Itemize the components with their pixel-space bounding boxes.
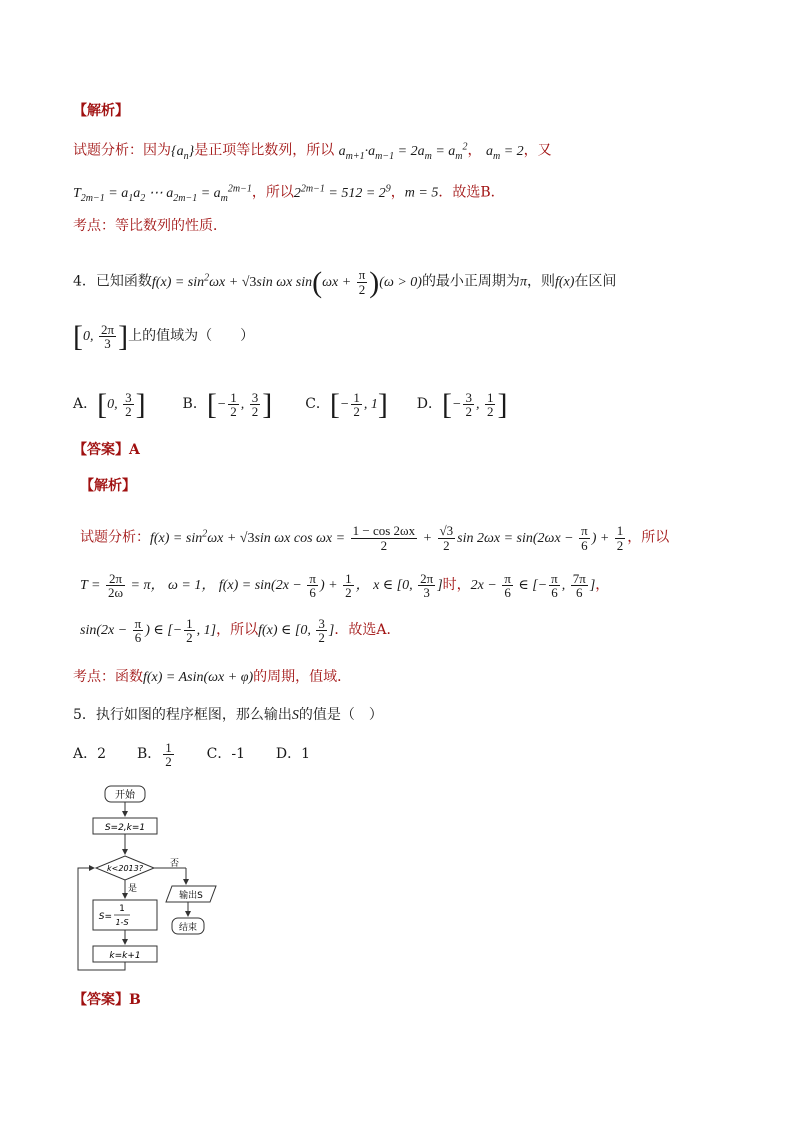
q3-analysis-line2: $T_{2m-1} = a_1a_2$ ⋯ $a_{2m-1} = a_m^{2m-1}$，所以$2^{2m-1} = 512 = 2^9$，m = 5．故选B． (73, 183, 505, 204)
q3-line1-am: $a_m = 2$ (485, 143, 524, 162)
q4-stem-line1: 4．已知函数$f(x) = \sin^2\omega x + √3\sin$ ωx sin(ωx + $\frac{\pi}{2}$ )(ω > 0)的最小正周期为π，则f(x)在区间 (73, 265, 617, 299)
q4-point-formula: f(x) = Asin(ωx + φ) (143, 670, 254, 685)
q5-option-d[interactable]: D．1 (275, 746, 311, 762)
q4-ana3-formula: sin(2x − $\frac{\pi}{6}$ ) ∈ [− $\frac{1}{2}$ , 1] (80, 615, 217, 646)
q4-ana2-range: 2x − $\frac{\pi}{6}$ ∈ [− $\frac{\pi}{6}$ , $\frac{7\pi}{6}$ ] (470, 570, 596, 601)
q4-options (73, 384, 507, 424)
q4-function-def: $f(x) = \sin^2\omega x + √3\sin$ ωx sin(ωx + $\frac{\pi}{2}$ )(ω > 0) (151, 265, 422, 299)
q5-options (73, 734, 310, 774)
flow-assign-num: 1 (119, 904, 125, 914)
q5-option-a[interactable]: A．2 (73, 746, 107, 762)
flow-no-label: 否 (170, 859, 180, 869)
q4-stem-line2: [0, $\frac{2\pi}{3}$ ]上的值域为（ ） (73, 319, 255, 353)
q3-analysis-tag: 【解析】 (73, 103, 129, 119)
q4-analysis-line1: 试题分析：$f(x) = \sin^2\omega x + √3\sin$ ωx cos ωx = $\frac{1 - \cos 2\omega x}{2}$ + $\frac{√3}{2}$ sin 2ωx = sin(2ωx − $\frac{\pi}{6}$ ) + $\frac{1}{2}$ ，所以 (80, 523, 670, 553)
q3-seq: $\{a_n\}$ (171, 143, 195, 162)
q4-analysis-line2: T = $\frac{2\pi}{2\omega}$ = π， ω = 1， f(x) = sin(2x − $\frac{\pi}{6}$ ) + $\frac{1}{2}$ ， x ∈ [0, $\frac{2\pi}{3}$ ]时，2x − $\frac{\pi}{6}$ ∈ [− $\frac{\pi}{6}$ , $\frac{7\pi}{6}$ ]， (80, 570, 610, 601)
q5-option-b[interactable]: B． $\frac{1}{2}$ (136, 739, 172, 770)
q4-answer: 【答案】A (73, 442, 140, 458)
flow-init-label: S=2,k=1 (104, 823, 146, 833)
flow-output-label: 输出S (179, 891, 203, 901)
q4-option-a[interactable]: A．[0, $\frac{3}{2}$ ] (73, 387, 146, 421)
q5-answer: 【答案】B (73, 992, 141, 1008)
q4-option-d[interactable]: D．[− $\frac{3}{2}$ , $\frac{1}{2}$ ] (416, 387, 508, 421)
q4-ana1-formula: $f(x) = \sin^2\omega x + √3\sin$ ωx cos ωx = $\frac{1 - \cos 2\omega x}{2}$ + $\frac{√3}{2}$ sin 2ωx = sin(2ωx − $\frac{\pi}{6}$ ) + $\frac{1}{2}$ (150, 523, 624, 553)
flow-incr-label: k=k+1 (109, 951, 141, 961)
q4-option-c[interactable]: C．[− $\frac{1}{2}$ , 1] (305, 387, 388, 421)
q3-line2-pow: $2^{2m-1} = 512 = 2^9$ (293, 183, 391, 201)
q5-option-c[interactable]: C．-1 (206, 746, 245, 762)
q4-ana2-formula: T = $\frac{2\pi}{2\omega}$ = π， ω = 1， f(x) = sin(2x − $\frac{\pi}{6}$ ) + $\frac{1}{2}$ ， x ∈ [0, $\frac{2\pi}{3}$ ] (80, 570, 443, 601)
flow-cond-label: k<2013? (107, 864, 143, 873)
q3-analysis-line1: 试题分析：因为$\{a_n\}$是正项等比数列，所以 $a_{m+1}\cdot a_{m-1} = 2a_m = a_m^2$， $a_m = 2$，又 (73, 141, 552, 162)
flow-assign-den: 1-S (115, 918, 129, 927)
flow-end-label: 结束 (178, 923, 198, 933)
q4-analysis-tag: 【解析】 (80, 478, 136, 494)
q3-line1-eq: $a_{m+1}\cdot a_{m-1} = 2a_m = a_m^2$ (338, 141, 468, 162)
q3-line1-prefix: 试题分析：因为 (73, 142, 171, 159)
q4-option-b[interactable]: B．[− $\frac{1}{2}$ , $\frac{3}{2}$ ] (182, 387, 273, 421)
q4-point: 考点：函数f(x) = Asin(ωx + φ)的周期，值域． (73, 669, 352, 685)
flow-start-label: 开始 (115, 790, 135, 801)
q4-analysis-line3: sin(2x − $\frac{\pi}{6}$ ) ∈ [− $\frac{1}{2}$ , 1]，所以f(x) ∈ [0, $\frac{3}{2}$ ]．故选A． (80, 615, 401, 646)
q3-line1-mid: 是正项等比数列，所以 (194, 142, 335, 159)
flow-yes-label: 是 (128, 884, 138, 894)
q5-stem: 5．执行如图的程序框图，那么输出S的值是（ ） (73, 707, 383, 723)
q3-point: 考点：等比数列的性质． (73, 218, 227, 234)
flowchart (60, 778, 240, 978)
q4-ana3-result: f(x) ∈ [0, $\frac{3}{2}$ ] (258, 615, 335, 646)
flow-assign-lhs: S= (98, 912, 112, 922)
q3-line2-formula: $T_{2m-1} = a_1a_2$ ⋯ $a_{2m-1} = a_m^{2m-1}$ (73, 183, 252, 204)
q3-line2-m: m = 5 (404, 185, 439, 201)
q4-interval: [0, $\frac{2\pi}{3}$ ] (73, 319, 129, 353)
